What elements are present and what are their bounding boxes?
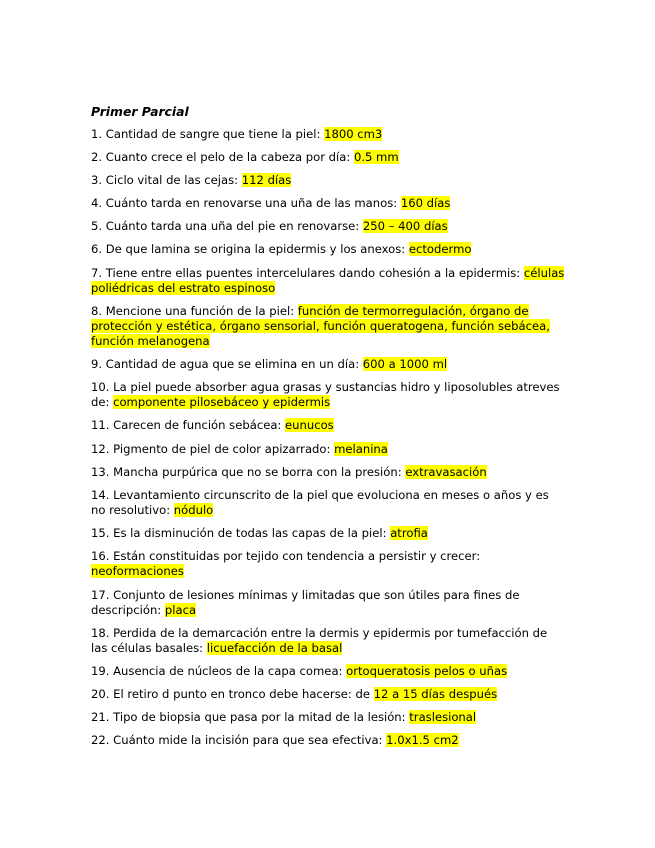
question-item-10 [91, 380, 566, 410]
question-item-11 [91, 418, 566, 433]
question-text: 19. Ausencia de núcleos de la capa comea: [91, 663, 347, 678]
question-item-16 [91, 549, 566, 579]
question-item-5 [91, 219, 566, 234]
question-text: 6. De que lamina se origina la epidermis y los anexos: [91, 242, 409, 257]
question-text: 11. Carecen de función sebácea: [91, 418, 286, 433]
question-text: 7. Tiene entre ellas puentes intercelulares dando cohesión a la epidermis: [91, 265, 524, 280]
question-item-22 [91, 733, 566, 748]
question-item-7 [91, 266, 566, 296]
highlighted-answer: 250 – 400 días [362, 219, 448, 234]
question-item-12 [91, 442, 566, 457]
question-item-14 [91, 488, 566, 518]
question-text: 16. Están constituidas por tejido con tendencia a persistir y crecer: [91, 549, 481, 564]
question-item-9 [91, 357, 566, 372]
highlighted-answer: nódulo [173, 502, 214, 517]
question-item-2 [91, 150, 566, 165]
question-item-13 [91, 465, 566, 480]
highlighted-answer: función de termorregulación, órgano de protección y estética, órgano sensorial, función queratogena, función sebácea, función melanogena [91, 303, 550, 348]
highlighted-answer: melanina [334, 441, 388, 456]
question-item-6 [91, 242, 566, 257]
question-text: 4. Cuánto tarda en renovarse una uña de las manos: [91, 196, 401, 211]
highlighted-answer: extravasación [405, 464, 487, 479]
question-item-17 [91, 588, 566, 618]
highlighted-answer: 600 a 1000 ml [362, 357, 448, 371]
question-text: 14. Levantamiento circunscrito de la piel que evoluciona en meses o años y es no resolutivo: [91, 487, 549, 517]
highlighted-answer: 112 días [241, 172, 292, 187]
question-item-1 [91, 127, 566, 142]
question-text: 13. Mancha purpúrica que no se borra con la presión: [91, 464, 406, 479]
highlighted-answer: eunucos [285, 418, 334, 433]
question-item-4 [91, 196, 566, 211]
highlighted-answer: atrofia [390, 526, 428, 541]
question-text: 2. Cuanto crece el pelo de la cabeza por día: [91, 149, 354, 164]
highlighted-answer: licuefacción de la basal [206, 640, 343, 655]
question-text: 1. Cantidad de sangre que tiene la piel: [91, 126, 325, 141]
highlighted-answer: 0.5 mm [353, 149, 399, 164]
question-text: 18. Perdida de la demarcación entre la dermis y epidermis por tumefacción de las células basales: [91, 625, 548, 655]
highlighted-answer: neoformaciones [91, 564, 184, 579]
question-item-3 [91, 173, 566, 188]
highlighted-answer: 1.0x1.5 cm2 [386, 733, 459, 748]
question-text: 20. El retiro d punto en tronco debe hacerse: de [91, 687, 374, 702]
highlighted-answer: placa [164, 602, 197, 617]
question-text: 15. Es la disminución de todas las capas de la piel: [91, 526, 391, 541]
question-text: 8. Mencione una función de la piel: [91, 303, 298, 318]
question-text: 21. Tipo de biopsia que pasa por la mitad de la lesión: [91, 710, 410, 725]
question-text: 3. Ciclo vital de las cejas: [91, 172, 242, 187]
question-item-20 [91, 687, 566, 702]
highlighted-answer: ortoqueratosis pelos o uñas [346, 663, 508, 678]
highlighted-answer: traslesional [409, 710, 477, 725]
question-item-18 [91, 626, 566, 656]
highlighted-answer: 1800 cm3 [324, 126, 383, 141]
question-text: 22. Cuánto mide la incisión para que sea efectiva: [91, 733, 387, 748]
question-item-21 [91, 710, 566, 725]
question-item-19 [91, 664, 566, 679]
highlighted-answer: 160 días [400, 196, 451, 211]
question-text: 12. Pigmento de piel de color apizarrado: [91, 441, 335, 456]
highlighted-answer: 12 a 15 días después [373, 687, 498, 702]
question-text: 9. Cantidad de agua que se elimina en un día: [91, 357, 363, 371]
question-item-8 [91, 304, 566, 349]
document-title: Primer Parcial [91, 104, 189, 119]
question-text: 10. La piel puede absorber agua grasas y sustancias hidro y liposolubles atreves de: [91, 380, 560, 410]
highlighted-answer: células poliédricas del estrato espinoso [91, 265, 565, 295]
question-text: 17. Conjunto de lesiones mínimas y limitadas que son útiles para fines de descripción: [91, 587, 520, 617]
document-body [91, 104, 566, 757]
question-text: 5. Cuánto tarda una uña del pie en renovarse: [91, 219, 363, 234]
highlighted-answer: ectodermo [408, 242, 472, 257]
question-item-15 [91, 526, 566, 541]
highlighted-answer: componente pilosebáceo y epidermis [113, 395, 331, 410]
